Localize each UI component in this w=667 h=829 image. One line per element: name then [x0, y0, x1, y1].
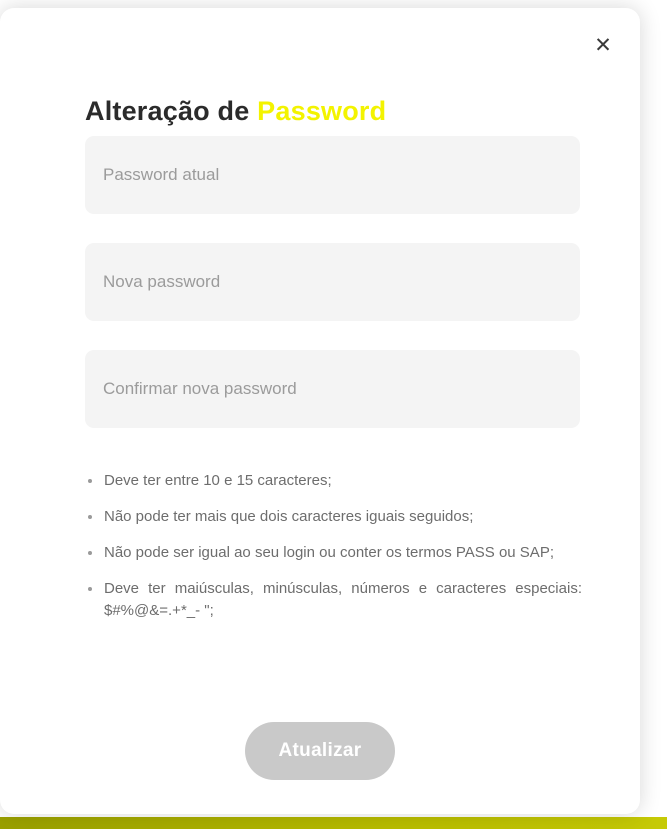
page-title [85, 96, 386, 127]
new-password-input[interactable] [85, 243, 580, 321]
change-password-modal [0, 8, 640, 814]
password-rules-list [85, 470, 582, 636]
bottom-accent-bar-fill [0, 817, 667, 829]
password-fields [85, 136, 580, 457]
update-password-button[interactable]: Atualizar [245, 722, 395, 780]
close-icon[interactable]: ✕ [588, 30, 618, 60]
list-item: Deve ter maiúsculas, minúsculas, números e caracteres especiais: $#%@&=.+*_- "; [85, 578, 582, 622]
bottom-accent-bar [0, 817, 667, 829]
confirm-password-input[interactable] [85, 350, 580, 428]
list-item: Deve ter entre 10 e 15 caracteres; [85, 470, 582, 492]
current-password-input[interactable] [85, 136, 580, 214]
list-item: Não pode ter mais que dois caracteres iguais seguidos; [85, 506, 582, 528]
page-title-highlight: Password [257, 96, 387, 127]
page-title-plain: Alteração de [85, 96, 258, 127]
list-item: Não pode ser igual ao seu login ou conter os termos PASS ou SAP; [85, 542, 582, 564]
submit-row [0, 722, 640, 780]
